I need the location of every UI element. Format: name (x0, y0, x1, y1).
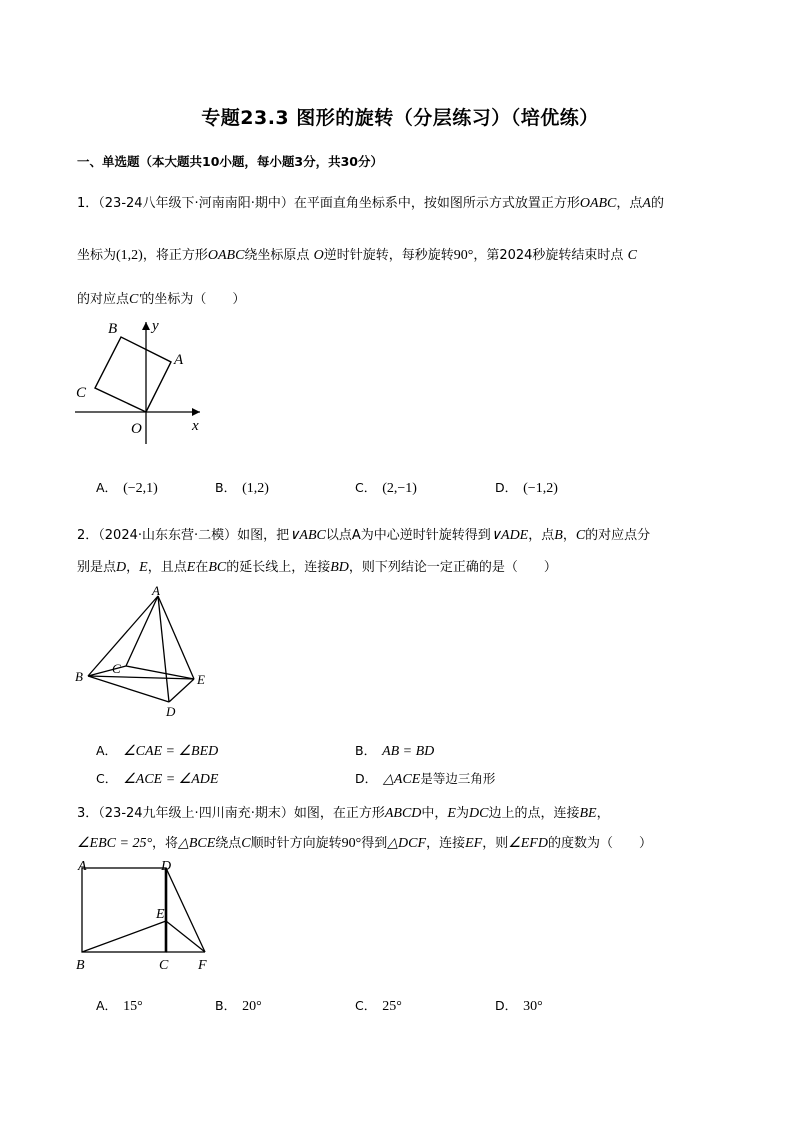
q2-point-c: C (575, 528, 586, 543)
q2-text: 的延长线上，连接 (226, 560, 331, 575)
q3-text: ，连接 (426, 836, 466, 851)
q3-text: 为 (455, 806, 469, 821)
q3-source: （23-24九年级上·四川南充·期末） (98, 806, 294, 821)
q2-option-d-suffix: 是等边三角形 (420, 771, 496, 786)
q3-segment-be: BE (579, 806, 597, 821)
q3-option-d-value: 30° (523, 999, 543, 1014)
q2-number: 2． (77, 528, 99, 543)
q1-option-b-label: B． (215, 480, 237, 495)
q2-text: ， (126, 560, 140, 575)
q2-point-e: E (186, 560, 196, 575)
q1-option-c[interactable] (355, 478, 417, 497)
q1-text: 绕坐标原点 (244, 248, 310, 263)
q3-label-d: D (161, 859, 172, 874)
q1-line-1 (77, 192, 664, 212)
q2-text: 别是点 (77, 560, 117, 575)
q2-text: ，则下列结论一定正确的是（ ） (348, 560, 557, 575)
q3-text: 得到 (361, 836, 388, 851)
q1-text: ，第2024秒旋转结束时点 (473, 248, 624, 263)
q1-square (95, 337, 171, 412)
q2-option-d[interactable] (355, 769, 495, 788)
q3-option-c[interactable] (355, 996, 402, 1015)
q1-coord: (1,2) (116, 248, 143, 263)
q2-label-e: E (197, 672, 205, 687)
q1-line-3 (77, 288, 245, 308)
q1-option-d-value: (−1,2) (523, 481, 558, 496)
q2-label-c: C (112, 661, 121, 676)
q2-source: （2024·山东东营·二模） (98, 528, 238, 543)
q3-figure (72, 856, 222, 976)
q2-line-1 (77, 524, 650, 544)
q3-text: 绕点 (215, 836, 242, 851)
q2-text: ，且点 (147, 560, 187, 575)
q2-text: 以点A为中心逆时针旋转得到 (325, 528, 491, 543)
q2-text: ， (562, 528, 576, 543)
q2-option-b-value: AB = BD (382, 744, 435, 759)
q2-side-ac (126, 596, 158, 666)
q1-text: 的对应点 (77, 292, 130, 307)
q1-label-a: A (174, 352, 184, 368)
q3-segment-ef-line (166, 921, 205, 952)
q3-label-a: A (78, 859, 87, 874)
q1-label-o: O (131, 421, 142, 437)
q1-number: 1． (77, 196, 99, 211)
q3-option-d[interactable] (495, 996, 543, 1015)
q2-option-b[interactable] (355, 741, 434, 760)
q2-option-c-label: C． (96, 771, 118, 786)
q1-option-b-value: (1,2) (242, 481, 269, 496)
q1-option-c-label: C． (355, 480, 377, 495)
q1-text: ，将正方形 (142, 248, 208, 263)
q2-label-a: A (152, 584, 160, 598)
q1-option-d[interactable] (495, 478, 558, 497)
q1-source: （23-24八年级下·河南南阳·期中） (98, 196, 294, 211)
q1-label-x: x (192, 418, 199, 434)
q1-label-y: y (152, 318, 159, 334)
q2-side-bd (88, 676, 169, 702)
q1-figure (70, 312, 220, 452)
q2-segment-bd: BD (330, 560, 349, 575)
q3-label-e: E (156, 907, 165, 922)
q2-side-ae (158, 596, 194, 679)
q1-option-d-label: D． (495, 480, 518, 495)
q3-option-c-value: 25° (382, 999, 402, 1014)
q3-text: ，则 (482, 836, 509, 851)
q3-option-b-label: B． (215, 998, 237, 1013)
q2-option-a-label: A． (96, 743, 118, 758)
q1-square-name: OABC (207, 248, 245, 263)
q1-degree: 90° (453, 248, 474, 263)
q3-text: 的度数为（ ） (547, 836, 652, 851)
q2-option-c-value: ∠ACE = ∠ADE (123, 772, 219, 787)
q1-text: ，点 (616, 196, 643, 211)
q2-text: 的对应点分 (585, 528, 651, 543)
q1-label-c: C (76, 385, 87, 401)
q3-option-b-value: 20° (242, 999, 262, 1014)
q3-segment-be-line (82, 921, 166, 952)
q3-angle-efd: ∠EFD (508, 836, 548, 851)
page-title: 专题23.3 图形的旋转（分层练习）（培优练） (201, 107, 599, 129)
q3-option-a-label: A． (96, 998, 118, 1013)
q1-option-a-label: A． (96, 480, 118, 495)
q3-text: 中， (421, 806, 448, 821)
q1-option-c-value: (2,−1) (382, 481, 417, 496)
q3-number: 3． (77, 806, 99, 821)
q2-point-d: D (116, 560, 127, 575)
q1-label-b: B (108, 321, 118, 337)
q1-point-c-prime: C′ (129, 292, 142, 307)
q3-line-1 (77, 802, 610, 822)
q3-segment-dc: DC (469, 806, 489, 821)
q2-option-a-value: ∠CAE = ∠BED (123, 744, 219, 759)
section-heading: 一、单选题（本大题共10小题，每小题3分，共30分） (77, 154, 383, 169)
q2-label-b: B (75, 669, 83, 684)
q2-point-b: B (554, 528, 563, 543)
q2-option-d-label: D． (355, 771, 378, 786)
q3-text: 边上的点，连接 (488, 806, 580, 821)
q3-angle-ebc: ∠EBC = 25° (77, 836, 153, 851)
q1-text: 的坐标为（ ） (141, 292, 246, 307)
q2-segment-bc: BC (208, 560, 227, 575)
q3-option-a[interactable] (96, 996, 143, 1015)
q3-square (82, 868, 166, 952)
q1-option-a-value: (−2,1) (123, 481, 158, 496)
q1-line-2 (77, 244, 637, 264)
q3-segment-df (166, 868, 205, 952)
q1-x-arrow (192, 408, 200, 416)
q1-origin: O (313, 248, 324, 263)
q2-side-ab (88, 596, 158, 676)
q2-option-d-value: △ACE (383, 772, 421, 787)
q2-text: 如图，把 (237, 528, 290, 543)
q1-point-c: C (627, 248, 637, 263)
q1-y-arrow (142, 322, 150, 330)
q3-label-f: F (198, 958, 207, 973)
q1-text: 在平面直角坐标系中，按如图所示方式放置正方形 (293, 196, 580, 211)
q3-triangle-bce: △BCE (178, 836, 216, 851)
q3-option-b[interactable] (215, 996, 262, 1015)
q1-text: 坐标为 (77, 248, 117, 263)
q2-figure (70, 584, 220, 724)
q3-square-name: ABCD (384, 806, 422, 821)
q2-line-2 (77, 556, 557, 576)
q1-point-a: A (642, 196, 651, 211)
q3-degree: 90° (341, 836, 362, 851)
q3-label-c: C (159, 958, 169, 973)
q2-label-d: D (166, 704, 176, 719)
q1-text: 逆时针旋转，每秒旋转 (323, 248, 454, 263)
q3-point-e: E (447, 806, 456, 821)
q3-line-2 (77, 832, 652, 852)
q2-option-c[interactable] (96, 769, 218, 788)
q3-triangle-dcf: △DCF (387, 836, 427, 851)
q2-text: ，点 (528, 528, 555, 543)
q2-triangle-abc: ∨ABC (289, 528, 326, 543)
q3-text: ，将 (152, 836, 179, 851)
q3-text: ， (596, 806, 610, 821)
q3-option-a-value: 15° (123, 999, 143, 1014)
q3-segment-ef: EF (465, 836, 483, 851)
q3-text: 如图，在正方形 (293, 806, 385, 821)
q2-side-ad (158, 596, 169, 702)
q3-text: 顺时针方向旋转 (250, 836, 342, 851)
q2-side-de (169, 679, 194, 702)
q3-option-c-label: C． (355, 998, 377, 1013)
q2-option-a[interactable] (96, 741, 218, 760)
q3-option-d-label: D． (495, 998, 518, 1013)
q2-option-b-label: B． (355, 743, 377, 758)
q2-point-e: E (139, 560, 148, 575)
q1-text: 的 (650, 196, 664, 211)
q3-point-c: C (241, 836, 251, 851)
q2-text: 在 (195, 560, 209, 575)
q1-square-name: OABC (579, 196, 617, 211)
q1-option-a[interactable] (96, 478, 158, 497)
q1-option-b[interactable] (215, 478, 269, 497)
q2-triangle-ade: ∨ADE (490, 528, 529, 543)
q3-label-b: B (76, 958, 85, 973)
